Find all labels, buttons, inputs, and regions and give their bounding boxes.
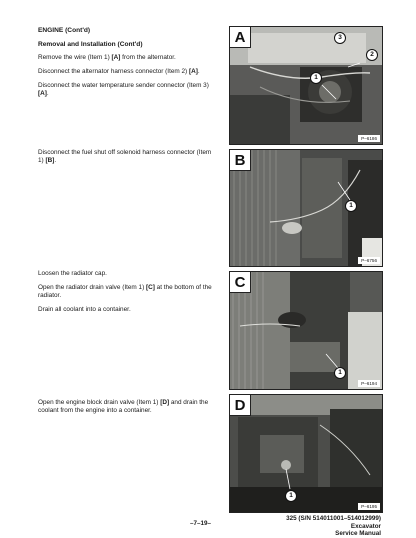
section-subheading: Removal and Installation (Cont'd) xyxy=(38,41,143,48)
figure-c-code: P–6194 xyxy=(358,380,380,387)
text-block-c xyxy=(38,270,213,320)
figure-c-radiator-photo xyxy=(229,271,383,390)
text-block-d xyxy=(38,399,213,421)
section-heading: ENGINE (Cont'd) xyxy=(38,27,91,34)
figure-d-engine-block-photo xyxy=(229,394,383,513)
figure-a-letter: A xyxy=(230,27,251,48)
callout-item-2: 2 xyxy=(366,49,378,61)
step-engine-block-drain: Open the engine block drain valve (Item 1) [D] and drain the coolant from the engine into a container. xyxy=(38,399,209,414)
step-remove-wire: Remove the wire (Item 1) [A] from the alternator. xyxy=(38,54,176,61)
footer-manual-line: Service Manual xyxy=(335,530,381,538)
figure-c-letter: C xyxy=(230,272,251,293)
step-drain-coolant: Drain all coolant into a container. xyxy=(38,306,131,313)
page-number: –7–19– xyxy=(190,520,212,527)
callout-item-3: 3 xyxy=(334,32,346,44)
text-block-b xyxy=(38,149,213,171)
figure-b-letter: B xyxy=(230,150,251,171)
callout-item-1: 1 xyxy=(285,490,297,502)
figure-b-code: P–6756 xyxy=(358,257,380,264)
footer-title xyxy=(255,515,381,538)
step-temp-sender: Disconnect the water temperature sender connector (Item 3) [A]. xyxy=(38,82,209,97)
step-radiator-drain: Open the radiator drain valve (Item 1) [C] at the bottom of the radiator. xyxy=(38,284,212,299)
step-fuel-solenoid: Disconnect the fuel shut off solenoid harness connector (Item 1) [B]. xyxy=(38,149,212,164)
figure-b-solenoid-photo xyxy=(229,149,383,267)
figure-d-letter: D xyxy=(230,395,251,416)
figure-a-code: P–6186 xyxy=(358,135,380,142)
callout-item-1: 1 xyxy=(334,367,346,379)
step-radiator-cap: Loosen the radiator cap. xyxy=(38,270,107,277)
footer-model-line: 325 (S/N 514011001–514012999) Excavator xyxy=(286,515,381,530)
step-alternator-harness: Disconnect the alternator harness connector (Item 2) [A]. xyxy=(38,68,200,75)
figure-a-alternator-photo xyxy=(229,26,383,145)
text-block-a xyxy=(38,54,213,104)
callout-item-1: 1 xyxy=(345,200,357,212)
callout-item-1: 1 xyxy=(310,72,322,84)
figure-d-code: P–6195 xyxy=(358,503,380,510)
